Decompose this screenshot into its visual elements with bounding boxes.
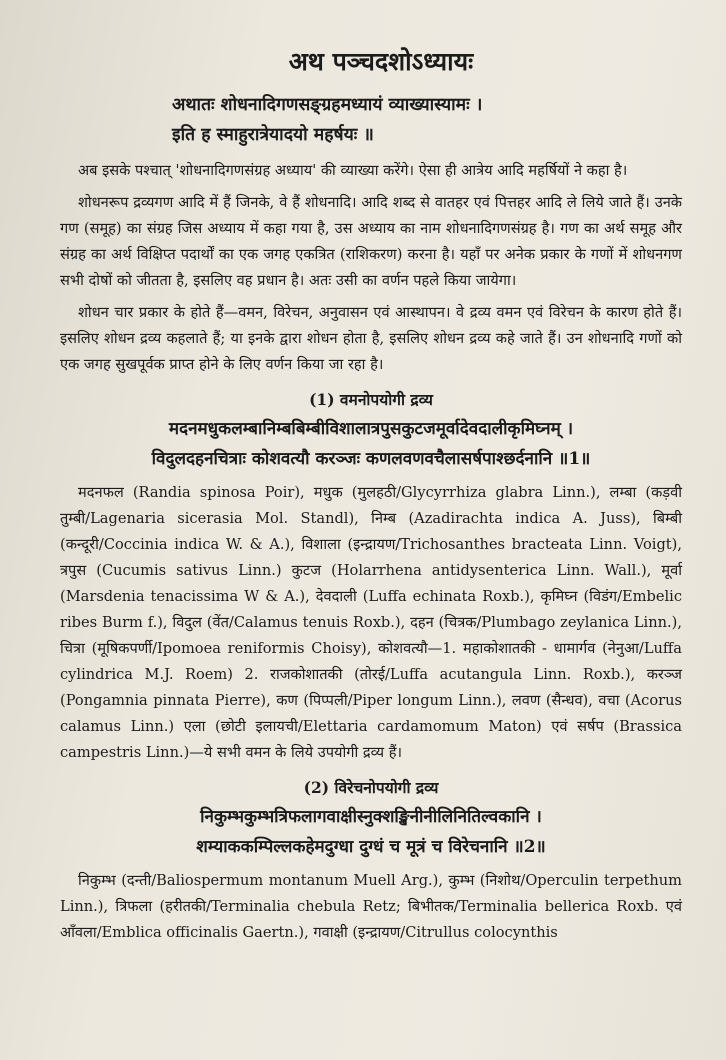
section-2-text: निकुम्भ (दन्ती/Baliospermum montanum Muell Arg.), कुम्भ (निशोथ/Operculin terpethum Linn.), त्रिफला (हरीतकी/Terminalia chebula Retz; बिभीतक/Terminalia bellerica Roxb. एवं आँवला/Emblica officinalis Gaertn.), गवाक्षी (इन्द्रायण/Citrullus colocynthis	[60, 872, 682, 941]
intro-verse-line-2: इति ह स्माहुरात्रेयादयो महर्षयः ॥	[172, 125, 374, 145]
chapter-title: अथ पञ्चदशोऽध्यायः	[288, 47, 474, 76]
intro-verse-line-1: अथातः शोधनादिगणसङ्ग्रहमध्यायं व्याख्यास्यामः ।	[172, 95, 483, 115]
paragraph-3: शोधन चार प्रकार के होते हैं—वमन, विरेचन, अनुवासन एवं आस्थापन। वे द्रव्य वमन एवं विरेचन के कारण होते हैं। इसलिए शोधन द्रव्य कहलाते हैं; या इनके द्वारा शोधन होता है, इसलिए शोधन द्रव्य कहे जाते हैं। उन शोधनादि गणों को एक जगह सुखपूर्वक प्राप्त होने के लिए वर्णन किया जा रहा है।	[60, 304, 682, 373]
section-1-verse-line-1: मदनमधुकलम्बानिम्बबिम्बीविशालात्रपुसकुटजमूर्वादेवदालीकृमिघ्नम् ।	[168, 419, 574, 439]
section-2-heading: (2) विरेचनोपयोगी द्रव्य	[303, 778, 439, 797]
paragraph-1: अब इसके पश्चात् 'शोधनादिगणसंग्रह अध्याय' की व्याख्या करेंगे। ऐसा ही आत्रेय आदि महर्षियों ने कहा है।	[78, 162, 628, 179]
section-1-text: मदनफल (Randia spinosa Poir), मधुक (मुलहठी/Glycyrrhiza glabra Linn.), लम्बा (कड़वी तुम्बी/Lagenaria sicerasia Mol. Standl), निम्ब (Azadirachta indica A. Juss), बिम्बी (कन्दूरी/Coccinia indica W. & A.), विशाला (इन्द्रायण/Trichosanthes bracteata Linn. Voigt), त्रपुस (Cucumis sativus Linn.) कुटज (Holarrhena antidysenterica Linn. Wall.), मूर्वा (Marsdenia tenacissima W & A.), देवदाली (Luffa echinata Roxb.), कृमिघ्न (विडंग/Embelic ribes Burm f.), विदुल (वेंत/Calamus tenuis Roxb.), दहन (चित्रक/Plumbago zeylanica Linn.), चित्रा (मूषिकपर्णी/Ipomoea reniformis Choisy), कोशवत्यौ—1. महाकोशातकी - धामार्गव (नेनुआ/Luffa cylindrica M.J. Roem) 2. राजकोशातकी (तोरई/Luffa acutangula Linn. Roxb.), करञ्ज (Pongamnia pinnata Pierre), कण (पिप्पली/Piper longum Linn.), लवण (सैन्धव), वचा (Acorus calamus Linn.) एला (छोटी इलायची/Elettaria cardamomum Maton) एवं सर्षप (Brassica campestris Linn.)—ये सभी वमन के लिये उपयोगी द्रव्य हैं।	[60, 484, 682, 761]
section-2-verse-line-1: निकुम्भकुम्भत्रिफलागवाक्षीस्नुक्शङ्खिनीनीलिनितिल्वकानि ।	[200, 807, 542, 827]
paragraph-2: शोधनरूप द्रव्यगण आदि में हैं जिनके, वे हैं शोधनादि। आदि शब्द से वातहर एवं पित्तहर आदि ले लिये जाते हैं। उनके गण (समूह) का संग्रह जिस अध्याय में कहा गया है, उस अध्याय का नाम शोधनादिगणसंग्रह है। गण का अर्थ समूह और संग्रह का अर्थ विक्षिप्त पदार्थों का एक जगह एकत्रित (राशिकरण) करना है। यहाँ पर अनेक प्रकार के गणों में शोधनगण सभी दोषों को जीतता है, इसलिए वह प्रधान है। अतः उसी का वर्णन पहले किया जायेगा।	[60, 194, 682, 289]
section-2-verse-line-2: शम्याककम्पिल्लकहेमदुग्धा दुग्धं च मूत्रं च विरेचनानि ॥2॥	[196, 837, 546, 857]
section-1-verse-line-2: विदुलदहनचित्राः कोशवत्यौ करञ्जः कणलवणवचैलासर्षपाश्छर्दनानि ॥1॥	[151, 449, 591, 469]
section-1-heading: (1) वमनोपयोगी द्रव्य	[309, 390, 433, 409]
